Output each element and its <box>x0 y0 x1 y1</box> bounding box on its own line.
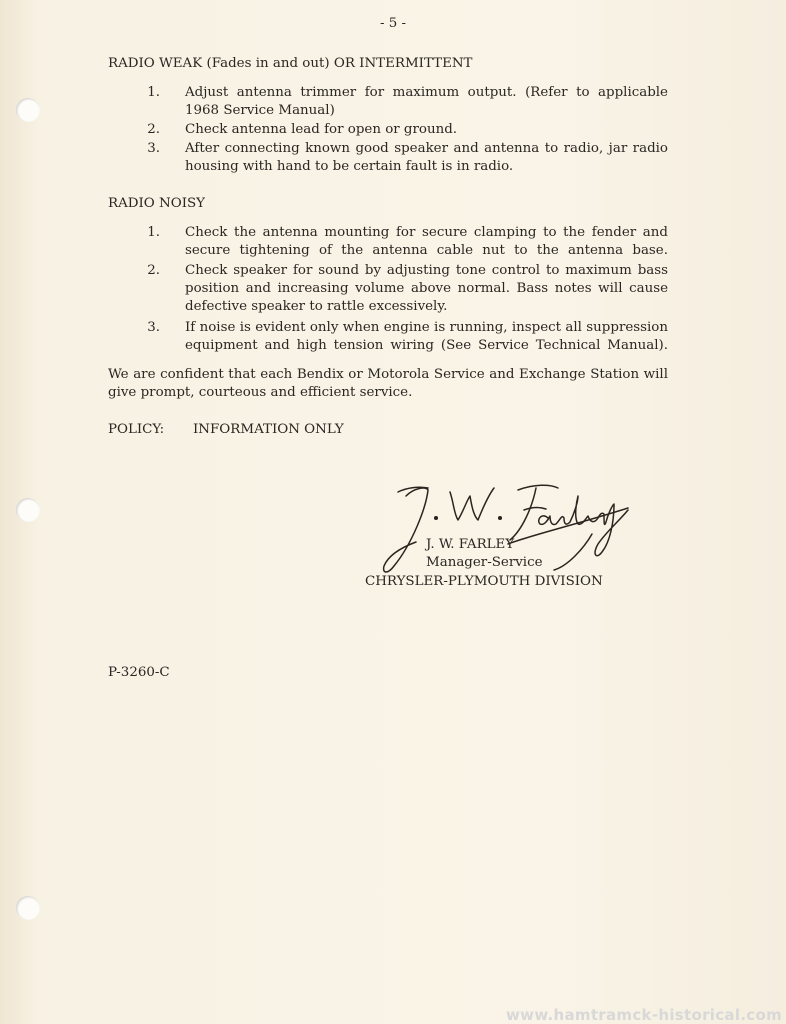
list-item-line: If noise is evident only when engine is running, inspect all suppression <box>185 320 668 335</box>
list-item-line: Adjust antenna trimmer for maximum output. (Refer to applicable <box>185 85 668 100</box>
list-item-line: Check antenna lead for open or ground. <box>185 122 458 137</box>
form-number: P-3260-C <box>108 665 170 680</box>
signatory-name: J. W. FARLEY <box>426 537 515 552</box>
policy-value: INFORMATION ONLY <box>193 422 344 437</box>
list-item-line: Check the antenna mounting for secure clamping to the fender and <box>185 225 668 240</box>
page-number: - 5 - <box>379 16 407 31</box>
binder-hole <box>16 498 40 522</box>
policy-label: POLICY: <box>108 422 165 437</box>
list-item-number: 3. <box>147 320 160 335</box>
closing-paragraph-line: give prompt, courteous and efficient service. <box>108 385 413 400</box>
signatory-title: Manager-Service <box>426 555 543 570</box>
list-item-line: housing with hand to be certain fault is in radio. <box>185 159 514 174</box>
list-item-number: 1. <box>147 225 160 240</box>
list-item-number: 3. <box>147 141 160 156</box>
binder-hole <box>16 896 40 920</box>
section-heading-radio-weak: RADIO WEAK (Fades in and out) OR INTERMITTENT <box>108 56 473 71</box>
list-item-line: defective speaker to rattle excessively. <box>185 299 448 314</box>
list-item-line: secure tightening of the antenna cable nut to the antenna base. <box>185 243 668 258</box>
list-item-line: Check speaker for sound by adjusting tone control to maximum bass <box>185 263 668 278</box>
closing-paragraph-line: We are confident that each Bendix or Motorola Service and Exchange Station will <box>108 367 668 382</box>
binder-hole <box>16 98 40 122</box>
list-item-number: 2. <box>147 122 160 137</box>
website-watermark: www.hamtramck-historical.com <box>506 1006 782 1024</box>
signatory-division: CHRYSLER-PLYMOUTH DIVISION <box>365 574 603 589</box>
list-item-line: position and increasing volume above normal. Bass notes will cause <box>185 281 668 296</box>
list-item-number: 2. <box>147 263 160 278</box>
section-heading-radio-noisy: RADIO NOISY <box>108 196 206 211</box>
list-item-line: After connecting known good speaker and antenna to radio, jar radio <box>185 141 668 156</box>
list-item-number: 1. <box>147 85 160 100</box>
list-item-line: 1968 Service Manual) <box>185 103 335 118</box>
list-item-line: equipment and high tension wiring (See Service Technical Manual). <box>185 338 668 353</box>
